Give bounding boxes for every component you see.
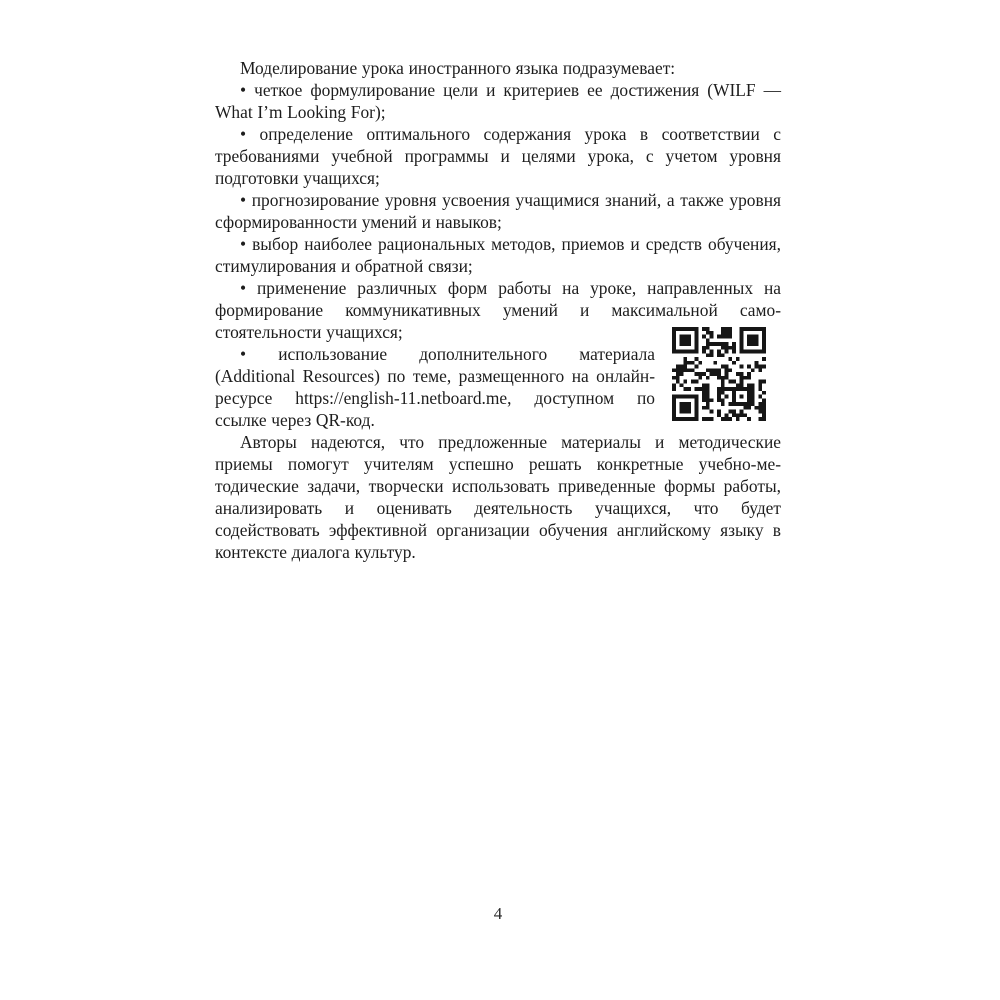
page-text <box>215 57 781 563</box>
page-number: 4 <box>493 904 503 923</box>
bullet-forecasting-levels: • прогнозирование уровня усвоения учащимися знаний, а также уровня сформированности умений и навыков; <box>215 190 781 232</box>
qr-code-icon <box>672 327 766 421</box>
bullet-methods-choice: • выбор наиболее рациональных методов, приемов и средств обучения, стимулирования и обратной связи; <box>215 234 781 276</box>
bullet-optimal-content: • определение оптимального содержания урока в соответствии с требованиями учебной программы и целями урока, с учетом уровня подготовки учащихся; <box>215 124 781 188</box>
paragraph-lesson-modeling-intro: Моделирование урока иностранного языка подразумевает: <box>240 58 676 78</box>
bullet-additional-resources: • использование дополнительного материала (Additional Resources) по теме, размещенного на онлайн-ресурсе https://english-11.netboard.me, доступном по ссылке через QR-код. <box>215 344 655 430</box>
bullet-work-forms: • применение различных форм работы на уроке, направленных на формирование коммуникативных умений и максимальной самостоятельности учащихся; <box>215 278 781 342</box>
bullet-goal-criteria: • четкое формулирование цели и критериев ее достижения (WILF — What I’m Looking For); <box>215 80 781 122</box>
paragraph-authors-hope: Авторы надеются, что предложенные материалы и методические приемы помогут учителям успешно решать конкретные учебно-методические задачи, творчески использовать приведенные формы работы, анализировать и оценивать деятельность учащихся, что будет содействовать эффективной организации обучения английскому языку в контексте диалога культур. <box>215 432 781 562</box>
